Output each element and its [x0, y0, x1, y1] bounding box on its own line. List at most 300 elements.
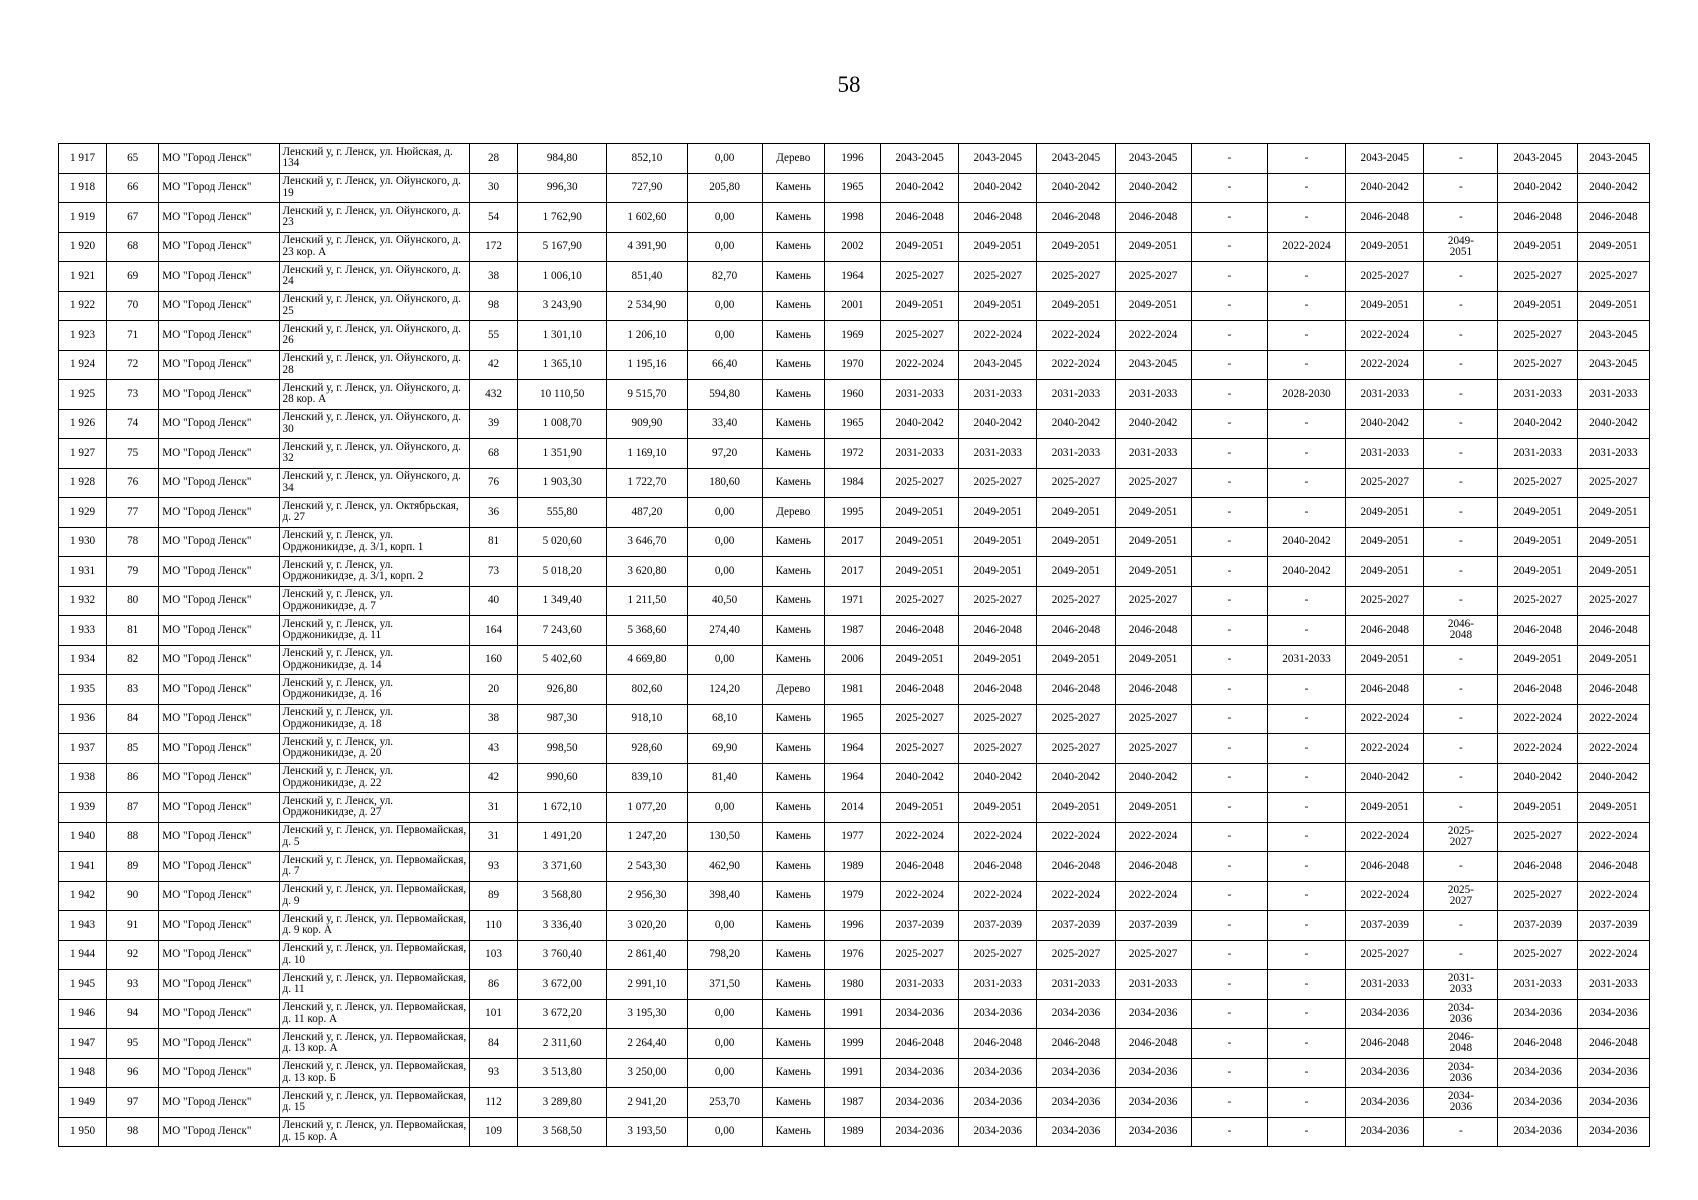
cell-municipality: МО "Город Ленск" [159, 321, 279, 351]
cell-period-roof: 2046-2048 [881, 203, 959, 233]
cell-wall-material: Камень [762, 350, 824, 380]
cell-living-area: 1 195,16 [607, 350, 687, 380]
cell-period-water: 2031-2033 [1498, 439, 1577, 469]
cell-period-elevator: - [1191, 527, 1267, 557]
cell-period-basement: - [1267, 586, 1345, 616]
cell-living-area: 1 169,10 [607, 439, 687, 469]
cell-period-roof: 2046-2048 [881, 1029, 959, 1059]
cell-build-year: 1987 [824, 1088, 880, 1118]
cell-build-year: 1964 [824, 734, 880, 764]
cell-period-electric: 2049-2051 [1577, 645, 1649, 675]
cell-period-elevator: - [1191, 763, 1267, 793]
cell-period-electric: 2031-2033 [1577, 380, 1649, 410]
cell-period-gas: - [1424, 734, 1498, 764]
cell-row-number: 1 926 [59, 409, 107, 439]
cell-period-water: 2034-2036 [1498, 999, 1577, 1029]
cell-period-engineering: 2049-2051 [1115, 527, 1191, 557]
cell-period-basement: - [1267, 940, 1345, 970]
cell-address: Ленский у, г. Ленск, ул. Первомайская, д. 7 [279, 852, 469, 882]
cell-period-gas: 2046- 2048 [1424, 616, 1498, 646]
cell-build-year: 1970 [824, 350, 880, 380]
cell-living-area: 4 669,80 [607, 645, 687, 675]
cell-period-gas: - [1424, 409, 1498, 439]
cell-period-facade: 2037-2039 [959, 911, 1037, 941]
cell-period-facade: 2022-2024 [959, 822, 1037, 852]
cell-period-electric: 2025-2027 [1577, 586, 1649, 616]
cell-build-year: 1971 [824, 586, 880, 616]
table-row [59, 557, 1650, 587]
cell-address: Ленский у, г. Ленск, ул. Орджоникидзе, д. 27 [279, 793, 469, 823]
cell-total-area: 926,80 [518, 675, 607, 705]
cell-period-gas: - [1424, 557, 1498, 587]
cell-period-electric: 2022-2024 [1577, 940, 1649, 970]
cell-nonresidential-area: 124,20 [687, 675, 762, 705]
cell-period-water: 2025-2027 [1498, 586, 1577, 616]
cell-wall-material: Камень [762, 940, 824, 970]
cell-residents: 54 [470, 203, 518, 233]
cell-period-basement: - [1267, 881, 1345, 911]
cell-period-gas: - [1424, 498, 1498, 528]
cell-period-facade: 2031-2033 [959, 380, 1037, 410]
table-row [59, 321, 1650, 351]
cell-municipality: МО "Город Ленск" [159, 1088, 279, 1118]
cell-period-facade: 2049-2051 [959, 291, 1037, 321]
cell-build-year: 1989 [824, 1117, 880, 1147]
cell-period-electric: 2022-2024 [1577, 704, 1649, 734]
cell-period-basement: - [1267, 1029, 1345, 1059]
cell-period-electric: 2034-2036 [1577, 999, 1649, 1029]
cell-address: Ленский у, г. Ленск, ул. Первомайская, д. 15 кор. А [279, 1117, 469, 1147]
cell-period-foundation: 2046-2048 [1037, 1029, 1115, 1059]
cell-period-engineering: 2025-2027 [1115, 940, 1191, 970]
cell-living-area: 487,20 [607, 498, 687, 528]
cell-build-year: 1964 [824, 763, 880, 793]
cell-nonresidential-area: 0,00 [687, 793, 762, 823]
cell-period-heating: 2046-2048 [1346, 675, 1424, 705]
cell-house-number: 87 [107, 793, 159, 823]
cell-municipality: МО "Город Ленск" [159, 763, 279, 793]
cell-period-roof: 2022-2024 [881, 822, 959, 852]
cell-build-year: 1999 [824, 1029, 880, 1059]
cell-period-gas: - [1424, 468, 1498, 498]
cell-period-facade: 2025-2027 [959, 468, 1037, 498]
cell-period-water: 2025-2027 [1498, 262, 1577, 292]
cell-period-facade: 2049-2051 [959, 232, 1037, 262]
cell-nonresidential-area: 462,90 [687, 852, 762, 882]
cell-period-elevator: - [1191, 645, 1267, 675]
cell-period-elevator: - [1191, 704, 1267, 734]
cell-period-foundation: 2046-2048 [1037, 203, 1115, 233]
cell-period-elevator: - [1191, 203, 1267, 233]
cell-build-year: 1996 [824, 911, 880, 941]
cell-period-basement: - [1267, 911, 1345, 941]
cell-period-water: 2046-2048 [1498, 852, 1577, 882]
cell-municipality: МО "Город Ленск" [159, 350, 279, 380]
cell-period-electric: 2025-2027 [1577, 468, 1649, 498]
cell-row-number: 1 936 [59, 704, 107, 734]
table-row [59, 439, 1650, 469]
cell-living-area: 1 206,10 [607, 321, 687, 351]
cell-period-electric: 2049-2051 [1577, 291, 1649, 321]
cell-municipality: МО "Город Ленск" [159, 1058, 279, 1088]
cell-period-roof: 2049-2051 [881, 232, 959, 262]
cell-total-area: 555,80 [518, 498, 607, 528]
cell-total-area: 1 365,10 [518, 350, 607, 380]
cell-period-water: 2037-2039 [1498, 911, 1577, 941]
cell-living-area: 9 515,70 [607, 380, 687, 410]
cell-period-roof: 2049-2051 [881, 645, 959, 675]
cell-row-number: 1 943 [59, 911, 107, 941]
cell-period-electric: 2046-2048 [1577, 675, 1649, 705]
cell-residents: 160 [470, 645, 518, 675]
cell-total-area: 3 336,40 [518, 911, 607, 941]
cell-period-engineering: 2031-2033 [1115, 439, 1191, 469]
cell-period-water: 2025-2027 [1498, 881, 1577, 911]
cell-wall-material: Дерево [762, 144, 824, 174]
cell-address: Ленский у, г. Ленск, ул. Первомайская, д. 9 кор. А [279, 911, 469, 941]
cell-period-elevator: - [1191, 881, 1267, 911]
cell-period-engineering: 2046-2048 [1115, 1029, 1191, 1059]
cell-total-area: 3 513,80 [518, 1058, 607, 1088]
table-row [59, 734, 1650, 764]
cell-residents: 43 [470, 734, 518, 764]
cell-period-gas: - [1424, 291, 1498, 321]
cell-nonresidential-area: 68,10 [687, 704, 762, 734]
cell-period-roof: 2025-2027 [881, 468, 959, 498]
table-row [59, 793, 1650, 823]
cell-period-water: 2043-2045 [1498, 144, 1577, 174]
cell-period-heating: 2046-2048 [1346, 852, 1424, 882]
cell-period-heating: 2034-2036 [1346, 1117, 1424, 1147]
cell-row-number: 1 949 [59, 1088, 107, 1118]
cell-wall-material: Камень [762, 586, 824, 616]
table-row [59, 616, 1650, 646]
cell-period-heating: 2031-2033 [1346, 970, 1424, 1000]
cell-wall-material: Камень [762, 970, 824, 1000]
cell-total-area: 5 018,20 [518, 557, 607, 587]
cell-period-foundation: 2022-2024 [1037, 822, 1115, 852]
cell-row-number: 1 917 [59, 144, 107, 174]
cell-municipality: МО "Город Ленск" [159, 409, 279, 439]
cell-period-water: 2034-2036 [1498, 1117, 1577, 1147]
cell-nonresidential-area: 0,00 [687, 911, 762, 941]
cell-period-roof: 2025-2027 [881, 262, 959, 292]
cell-residents: 40 [470, 586, 518, 616]
cell-residents: 110 [470, 911, 518, 941]
cell-period-engineering: 2031-2033 [1115, 380, 1191, 410]
cell-house-number: 96 [107, 1058, 159, 1088]
cell-period-heating: 2043-2045 [1346, 144, 1424, 174]
cell-period-elevator: - [1191, 262, 1267, 292]
table-row [59, 940, 1650, 970]
cell-residents: 36 [470, 498, 518, 528]
cell-period-facade: 2046-2048 [959, 616, 1037, 646]
cell-wall-material: Камень [762, 409, 824, 439]
cell-build-year: 2017 [824, 527, 880, 557]
cell-period-foundation: 2022-2024 [1037, 350, 1115, 380]
cell-period-heating: 2049-2051 [1346, 645, 1424, 675]
table-row [59, 852, 1650, 882]
cell-living-area: 2 264,40 [607, 1029, 687, 1059]
cell-house-number: 81 [107, 616, 159, 646]
cell-nonresidential-area: 594,80 [687, 380, 762, 410]
cell-period-engineering: 2040-2042 [1115, 173, 1191, 203]
cell-period-foundation: 2040-2042 [1037, 173, 1115, 203]
cell-period-electric: 2040-2042 [1577, 409, 1649, 439]
cell-period-foundation: 2031-2033 [1037, 439, 1115, 469]
cell-period-foundation: 2025-2027 [1037, 704, 1115, 734]
cell-municipality: МО "Город Ленск" [159, 616, 279, 646]
cell-period-roof: 2031-2033 [881, 970, 959, 1000]
cell-period-elevator: - [1191, 1058, 1267, 1088]
cell-period-foundation: 2034-2036 [1037, 1058, 1115, 1088]
cell-period-foundation: 2034-2036 [1037, 1088, 1115, 1118]
table-row [59, 970, 1650, 1000]
cell-wall-material: Камень [762, 704, 824, 734]
cell-build-year: 1996 [824, 144, 880, 174]
cell-living-area: 2 861,40 [607, 940, 687, 970]
cell-period-foundation: 2046-2048 [1037, 616, 1115, 646]
cell-wall-material: Дерево [762, 498, 824, 528]
cell-total-area: 987,30 [518, 704, 607, 734]
cell-build-year: 1991 [824, 1058, 880, 1088]
cell-period-elevator: - [1191, 940, 1267, 970]
cell-period-basement: - [1267, 144, 1345, 174]
cell-period-facade: 2031-2033 [959, 970, 1037, 1000]
cell-period-heating: 2025-2027 [1346, 940, 1424, 970]
cell-period-foundation: 2031-2033 [1037, 970, 1115, 1000]
cell-residents: 98 [470, 291, 518, 321]
cell-address: Ленский у, г. Ленск, ул. Ойунского, д. 28 [279, 350, 469, 380]
cell-period-engineering: 2049-2051 [1115, 498, 1191, 528]
table-row [59, 1088, 1650, 1118]
cell-period-basement: - [1267, 409, 1345, 439]
cell-period-heating: 2049-2051 [1346, 291, 1424, 321]
cell-period-water: 2040-2042 [1498, 173, 1577, 203]
cell-house-number: 76 [107, 468, 159, 498]
cell-municipality: МО "Город Ленск" [159, 262, 279, 292]
cell-house-number: 89 [107, 852, 159, 882]
cell-period-heating: 2040-2042 [1346, 763, 1424, 793]
cell-municipality: МО "Город Ленск" [159, 881, 279, 911]
cell-nonresidential-area: 0,00 [687, 999, 762, 1029]
cell-nonresidential-area: 66,40 [687, 350, 762, 380]
cell-build-year: 1960 [824, 380, 880, 410]
cell-municipality: МО "Город Ленск" [159, 852, 279, 882]
cell-row-number: 1 938 [59, 763, 107, 793]
cell-row-number: 1 948 [59, 1058, 107, 1088]
cell-period-electric: 2046-2048 [1577, 616, 1649, 646]
cell-period-water: 2049-2051 [1498, 645, 1577, 675]
cell-period-elevator: - [1191, 232, 1267, 262]
cell-build-year: 1998 [824, 203, 880, 233]
cell-municipality: МО "Город Ленск" [159, 911, 279, 941]
cell-period-engineering: 2049-2051 [1115, 793, 1191, 823]
cell-period-foundation: 2025-2027 [1037, 734, 1115, 764]
cell-house-number: 97 [107, 1088, 159, 1118]
cell-municipality: МО "Город Ленск" [159, 557, 279, 587]
cell-total-area: 3 243,90 [518, 291, 607, 321]
cell-period-heating: 2034-2036 [1346, 1058, 1424, 1088]
cell-period-roof: 2046-2048 [881, 675, 959, 705]
table-row [59, 586, 1650, 616]
table-row [59, 1117, 1650, 1147]
cell-period-facade: 2040-2042 [959, 173, 1037, 203]
cell-residents: 86 [470, 970, 518, 1000]
cell-period-electric: 2043-2045 [1577, 350, 1649, 380]
cell-residents: 31 [470, 822, 518, 852]
cell-address: Ленский у, г. Ленск, ул. Нюйская, д. 134 [279, 144, 469, 174]
cell-row-number: 1 947 [59, 1029, 107, 1059]
cell-period-engineering: 2040-2042 [1115, 409, 1191, 439]
cell-house-number: 82 [107, 645, 159, 675]
cell-period-engineering: 2043-2045 [1115, 144, 1191, 174]
cell-total-area: 3 672,00 [518, 970, 607, 1000]
cell-row-number: 1 932 [59, 586, 107, 616]
cell-period-electric: 2022-2024 [1577, 822, 1649, 852]
cell-period-roof: 2049-2051 [881, 793, 959, 823]
cell-period-facade: 2025-2027 [959, 586, 1037, 616]
cell-period-water: 2025-2027 [1498, 940, 1577, 970]
cell-period-roof: 2040-2042 [881, 763, 959, 793]
cell-period-engineering: 2040-2042 [1115, 763, 1191, 793]
cell-period-gas: - [1424, 763, 1498, 793]
cell-wall-material: Камень [762, 645, 824, 675]
cell-address: Ленский у, г. Ленск, ул. Ойунского, д. 24 [279, 262, 469, 292]
cell-period-electric: 2031-2033 [1577, 970, 1649, 1000]
cell-period-elevator: - [1191, 616, 1267, 646]
cell-period-heating: 2040-2042 [1346, 173, 1424, 203]
cell-period-gas: - [1424, 645, 1498, 675]
cell-house-number: 93 [107, 970, 159, 1000]
cell-period-engineering: 2046-2048 [1115, 203, 1191, 233]
cell-living-area: 1 247,20 [607, 822, 687, 852]
cell-living-area: 3 646,70 [607, 527, 687, 557]
cell-build-year: 1977 [824, 822, 880, 852]
cell-period-electric: 2025-2027 [1577, 262, 1649, 292]
cell-living-area: 1 602,60 [607, 203, 687, 233]
cell-residents: 109 [470, 1117, 518, 1147]
table-row [59, 262, 1650, 292]
cell-period-gas: - [1424, 262, 1498, 292]
cell-living-area: 3 020,20 [607, 911, 687, 941]
table-row [59, 1058, 1650, 1088]
cell-period-engineering: 2022-2024 [1115, 881, 1191, 911]
cell-living-area: 2 941,20 [607, 1088, 687, 1118]
cell-wall-material: Дерево [762, 675, 824, 705]
cell-period-foundation: 2034-2036 [1037, 1117, 1115, 1147]
cell-house-number: 95 [107, 1029, 159, 1059]
cell-period-elevator: - [1191, 911, 1267, 941]
cell-period-water: 2049-2051 [1498, 291, 1577, 321]
cell-period-elevator: - [1191, 321, 1267, 351]
cell-total-area: 5 402,60 [518, 645, 607, 675]
table-row [59, 704, 1650, 734]
housing-registry-table [58, 143, 1650, 1147]
cell-residents: 164 [470, 616, 518, 646]
cell-total-area: 1 762,90 [518, 203, 607, 233]
cell-period-elevator: - [1191, 734, 1267, 764]
cell-residents: 81 [470, 527, 518, 557]
cell-nonresidential-area: 81,40 [687, 763, 762, 793]
cell-row-number: 1 933 [59, 616, 107, 646]
cell-period-elevator: - [1191, 1029, 1267, 1059]
cell-period-electric: 2046-2048 [1577, 852, 1649, 882]
cell-period-basement: 2022-2024 [1267, 232, 1345, 262]
cell-build-year: 1984 [824, 468, 880, 498]
cell-period-basement: - [1267, 999, 1345, 1029]
cell-period-roof: 2046-2048 [881, 852, 959, 882]
cell-period-water: 2049-2051 [1498, 527, 1577, 557]
cell-build-year: 1972 [824, 439, 880, 469]
table-row [59, 203, 1650, 233]
cell-house-number: 83 [107, 675, 159, 705]
cell-period-foundation: 2049-2051 [1037, 645, 1115, 675]
cell-period-foundation: 2049-2051 [1037, 527, 1115, 557]
table-row [59, 468, 1650, 498]
cell-residents: 432 [470, 380, 518, 410]
cell-address: Ленский у, г. Ленск, ул. Первомайская, д. 15 [279, 1088, 469, 1118]
cell-house-number: 92 [107, 940, 159, 970]
cell-period-heating: 2031-2033 [1346, 439, 1424, 469]
cell-period-foundation: 2049-2051 [1037, 793, 1115, 823]
cell-row-number: 1 931 [59, 557, 107, 587]
cell-municipality: МО "Город Ленск" [159, 645, 279, 675]
cell-period-engineering: 2049-2051 [1115, 557, 1191, 587]
cell-period-water: 2046-2048 [1498, 203, 1577, 233]
cell-period-elevator: - [1191, 380, 1267, 410]
cell-wall-material: Камень [762, 763, 824, 793]
table-row [59, 498, 1650, 528]
cell-nonresidential-area: 97,20 [687, 439, 762, 469]
cell-period-heating: 2037-2039 [1346, 911, 1424, 941]
cell-period-gas: 2031- 2033 [1424, 970, 1498, 1000]
cell-period-elevator: - [1191, 557, 1267, 587]
cell-municipality: МО "Город Ленск" [159, 527, 279, 557]
cell-period-facade: 2022-2024 [959, 881, 1037, 911]
cell-period-basement: - [1267, 616, 1345, 646]
cell-residents: 38 [470, 704, 518, 734]
cell-period-basement: - [1267, 1117, 1345, 1147]
cell-period-electric: 2049-2051 [1577, 498, 1649, 528]
cell-period-heating: 2022-2024 [1346, 822, 1424, 852]
cell-period-water: 2022-2024 [1498, 734, 1577, 764]
cell-municipality: МО "Город Ленск" [159, 822, 279, 852]
cell-municipality: МО "Город Ленск" [159, 203, 279, 233]
cell-address: Ленский у, г. Ленск, ул. Орджоникидзе, д. 3/1, корп. 1 [279, 527, 469, 557]
cell-living-area: 1 077,20 [607, 793, 687, 823]
cell-period-elevator: - [1191, 1088, 1267, 1118]
cell-period-heating: 2034-2036 [1346, 1088, 1424, 1118]
cell-period-basement: - [1267, 203, 1345, 233]
cell-wall-material: Камень [762, 881, 824, 911]
cell-period-heating: 2022-2024 [1346, 734, 1424, 764]
cell-municipality: МО "Город Ленск" [159, 1029, 279, 1059]
cell-period-roof: 2031-2033 [881, 439, 959, 469]
cell-nonresidential-area: 33,40 [687, 409, 762, 439]
cell-period-electric: 2046-2048 [1577, 1029, 1649, 1059]
cell-period-elevator: - [1191, 852, 1267, 882]
cell-period-facade: 2049-2051 [959, 557, 1037, 587]
cell-period-gas: - [1424, 675, 1498, 705]
cell-period-basement: - [1267, 291, 1345, 321]
cell-period-facade: 2025-2027 [959, 940, 1037, 970]
cell-period-heating: 2022-2024 [1346, 881, 1424, 911]
cell-period-roof: 2034-2036 [881, 1088, 959, 1118]
cell-house-number: 85 [107, 734, 159, 764]
cell-period-heating: 2049-2051 [1346, 793, 1424, 823]
cell-period-foundation: 2025-2027 [1037, 468, 1115, 498]
